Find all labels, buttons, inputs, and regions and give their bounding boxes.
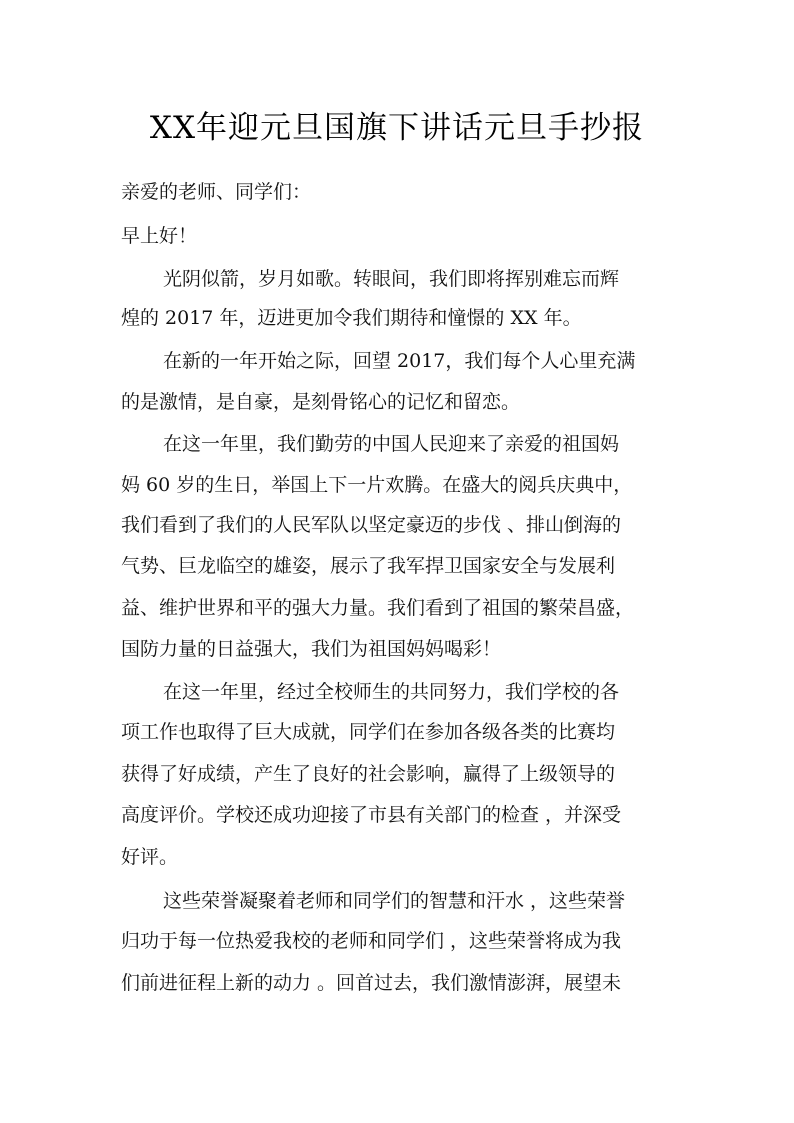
paragraph-line: 妈 60 岁的生日，举国上下一片欢腾。在盛大的阅兵庆典中， (121, 474, 633, 496)
paragraph-line: 归功于每一位热爱我校的老师和同学们 ，这些荣誉将成为我 (121, 930, 622, 952)
paragraph-line: 在新的一年开始之际，回望 2017，我们每个人心里充满 (163, 350, 636, 372)
paragraph-line: 们前进征程上新的动力 。回首过去，我们激情澎湃，展望未 (121, 972, 622, 994)
document-title: XX年迎元旦国旗下讲话元旦手抄报 (149, 110, 645, 146)
paragraph-line: 这些荣誉凝聚着老师和同学们的智慧和汗水 ，这些荣誉 (163, 890, 626, 912)
salutation-line: 亲爱的老师、同学们： (121, 181, 312, 203)
paragraph-line: 气势、巨龙临空的雄姿，展示了我军捍卫国家安全与发展利 (121, 555, 616, 577)
paragraph-line: 益、维护世界和平的强大力量。我们看到了祖国的繁荣昌盛， (121, 597, 635, 619)
paragraph-line: 的是激情，是自豪，是刻骨铭心的记忆和留恋。 (121, 391, 521, 413)
paragraph-line: 煌的 2017 年，迈进更加令我们期待和憧憬的 XX 年。 (121, 307, 582, 329)
paragraph-line: 获得了好成绩，产生了良好的社会影响，赢得了上级领导的 (121, 763, 616, 785)
paragraph-line: 在这一年里，经过全校师生的共同努力，我们学校的各 (163, 681, 620, 703)
paragraph-line: 好评。 (121, 846, 179, 868)
paragraph-line: 高度评价。学校还成功迎接了市县有关部门的检查 ，并深受 (121, 804, 622, 826)
paragraph-line: 光阴似箭，岁月如歌。转眼间，我们即将挥别难忘而辉 (163, 268, 620, 290)
greeting-line: 早上好！ (121, 225, 198, 247)
paragraph-line: 项工作也取得了巨大成就，同学们在参加各级各类的比赛均 (121, 721, 616, 743)
paragraph-line: 国防力量的日益强大，我们为祖国妈妈喝彩！ (121, 638, 502, 660)
paragraph-line: 在这一年里，我们勤劳的中国人民迎来了亲爱的祖国妈 (163, 433, 620, 455)
paragraph-line: 我们看到了我们的人民军队以坚定豪迈的步伐 、排山倒海的 (121, 514, 622, 536)
